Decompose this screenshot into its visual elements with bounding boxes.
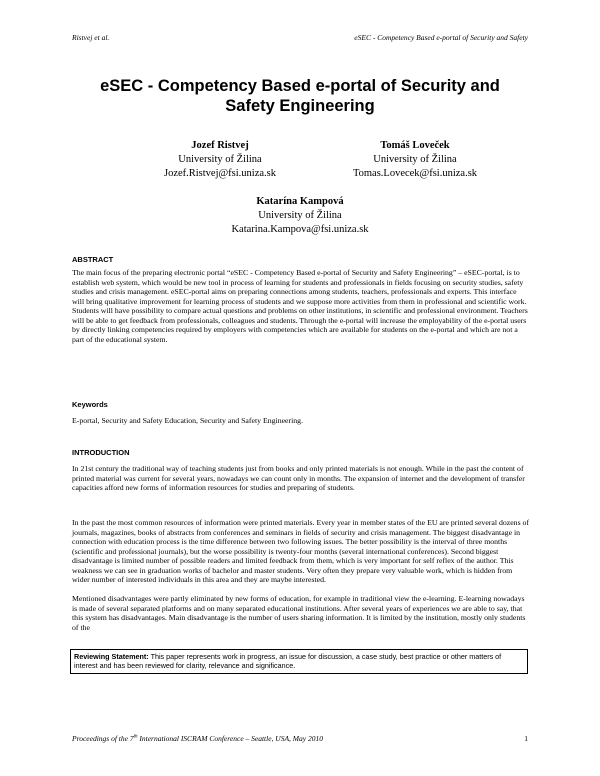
author-affiliation: University of Žilina: [373, 154, 457, 165]
title-line-1: eSEC - Competency Based e-portal of Security and: [100, 77, 500, 95]
author-email: Jozef.Ristvej@fsi.uniza.sk: [163, 168, 277, 179]
intro-paragraph-2: In the past the most common resources of information were printed materials. Every year in member states of the EU are printed several dozens of journals, magazines, books of abstracts from conferences and seminars in fields of security and crisis management. The biggest disadvantage in connection with education process is the time difference between two following issues. The better possibility is the interval of three months (scientific and professional journals), but the worse possibility is twenty-four months (several international conferences). Second biggest disadvantage is limited number of possible readers and limited feedback from them, which is very important for self reflex of the author. This weakness we can see in graduation works of bachelor and master students. Very often they prepare very valuable work, which is hidden from wider number of interested individuals in this area and they are maybe interested.: [72, 518, 530, 584]
title-line-2: Safety Engineering: [225, 97, 375, 115]
footer-prefix: Proceedings of the 7: [72, 734, 134, 743]
footer-conference: International ISCRAM Conference – Seattle, USA, May 2010: [137, 734, 323, 743]
intro-paragraph-1: In 21st century the traditional way of teaching students just from books and only printed materials is not enough. While in the past the content of printed material was current for several years, nowadays we can count only in months. The expansion of internet and the development of transfer capacities afford new forms of information resources for studies and preparing of students.: [72, 464, 525, 492]
paper-title: [60, 76, 540, 116]
keywords-text: E-portal, Security and Safety Education, Security and Safety Engineering.: [72, 416, 304, 425]
abstract-text: The main focus of the preparing electronic portal “eSEC - Competency Based e-portal of Security and Safety Engineering” – eSEC-portal, is to establish web system, which would be new tool in process of learning for students and professionals in fields focusing on security studies, safety studies and crisis management. eSEC-portal aims on preparing connections among students, teachers, professionals and experts. This interface will bring qualitative improvement for learning process of students and we suppose more activities from them in professional and scientific work. Students will have possibility to compare actual questions and problems on other institutions, in scientific and professional environment. Teachers will be able to get feedback from professionals, colleagues and students. Through the e-portal will increase the employability of the e-portal users by directly linking competencies required by employers with competencies which are available for students on the e-portal and which are not a part of the educational system.: [72, 268, 528, 344]
author-affiliation: University of Žilina: [178, 154, 262, 165]
author-affiliation: University of Žilina: [258, 210, 342, 221]
reviewing-statement-label: Reviewing Statement:: [74, 652, 149, 661]
page-footer: [72, 734, 528, 743]
keywords-heading: Keywords: [72, 400, 108, 409]
author-name: Katarína Kampová: [256, 196, 344, 207]
author-email: Katarina.Kampova@fsi.uniza.sk: [231, 224, 369, 235]
author-name: Tomáš Loveček: [380, 140, 450, 151]
author-name: Jozef Ristvej: [191, 140, 249, 151]
author-block-1: [110, 139, 330, 181]
intro-paragraph-3: Mentioned disadvantages were partly eliminated by new forms of education, for example in traditional view the e-learning. E-learning nowadays is made of several separated platforms and on many separated educational institutions. After several years of experiences we are able to say, that this system has disadvantages. Main disadvantage is the number of users sharing information. It is limited by the institution, mostly only students of the: [72, 594, 526, 632]
author-block-2: [305, 139, 525, 181]
footer-superscript: th: [133, 734, 138, 740]
reviewing-statement-box: [70, 649, 528, 674]
page-number: 1: [524, 734, 528, 743]
header-authors: Ristvej et al.: [72, 33, 110, 42]
reviewing-statement-text: This paper represents work in progress, an issue for discussion, a case study, best practice or other matters of interest and has been reviewed for clarity, relevance and significance.: [74, 652, 502, 670]
abstract-heading: ABSTRACT: [72, 255, 114, 264]
introduction-heading: INTRODUCTION: [72, 448, 130, 457]
author-email: Tomas.Lovecek@fsi.uniza.sk: [352, 168, 478, 179]
header-short-title: eSEC - Competency Based e-portal of Security and Safety: [354, 33, 528, 42]
author-block-3: [190, 195, 410, 237]
